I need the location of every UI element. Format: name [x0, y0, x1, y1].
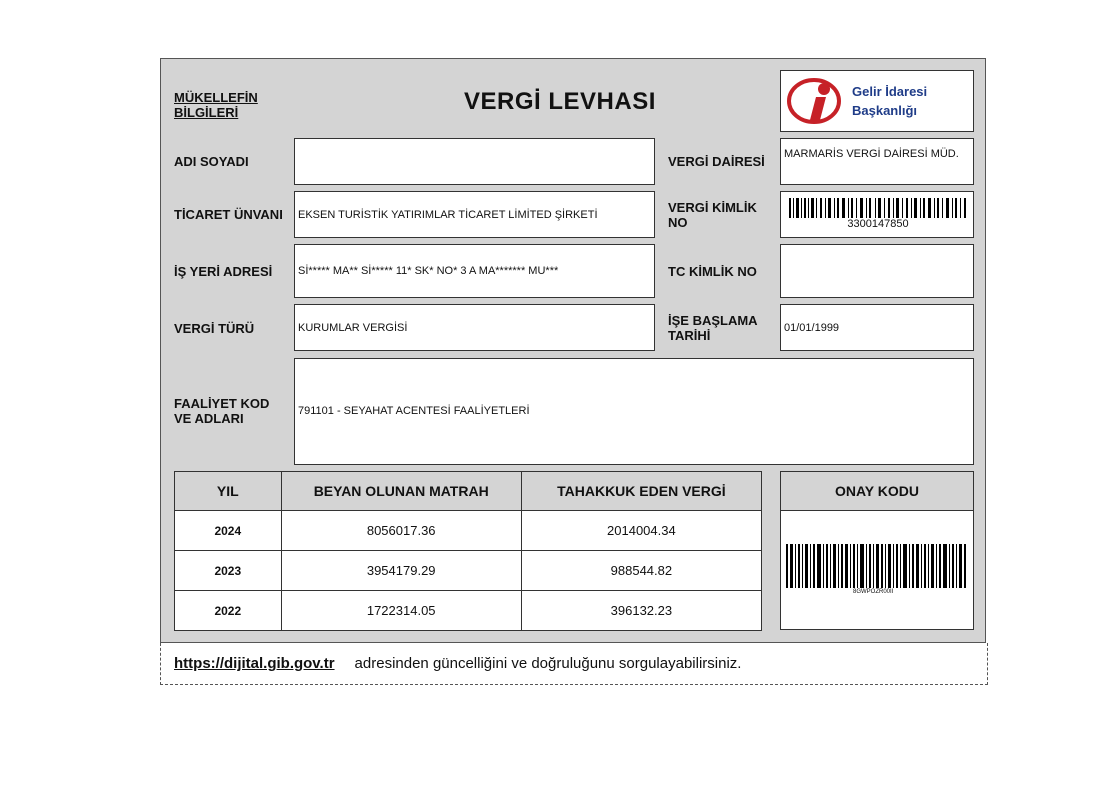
tax-history-table	[174, 471, 762, 631]
row-year: 2022	[175, 591, 282, 631]
start-date-value: 01/01/1999	[784, 322, 840, 334]
gib-logo	[780, 70, 974, 132]
table-row	[175, 551, 762, 591]
row-base: 8056017.36	[281, 511, 521, 551]
tax-type-value: KURUMLAR VERGİSİ	[298, 322, 408, 334]
trade-name-value: EKSEN TURİSTİK YATIRIMLAR TİCARET LİMİTED ŞİRKETİ	[298, 209, 598, 221]
footer	[160, 643, 988, 685]
trade-name-label: TİCARET ÜNVANI	[174, 207, 283, 222]
logo-line-1: Gelir İdaresi	[852, 84, 928, 99]
trade-name-field	[294, 191, 655, 238]
tax-office-label: VERGİ DAİRESİ	[668, 154, 765, 169]
tax-plate-panel	[160, 58, 986, 643]
section-label: MÜKELLEFİN BİLGİLERİ	[174, 90, 258, 120]
verification-link[interactable]: https://dijital.gib.gov.tr	[174, 655, 335, 672]
tax-type-field	[294, 304, 655, 351]
row-year: 2023	[175, 551, 282, 591]
row-base: 3954179.29	[281, 551, 521, 591]
row-tax: 2014004.34	[521, 511, 761, 551]
tc-id-label: TC KİMLİK NO	[668, 264, 757, 279]
approval-label: ONAY KODU	[781, 472, 974, 511]
logo-line-2: Başkanlığı	[852, 103, 918, 118]
address-field	[294, 244, 655, 298]
address-value: Sİ***** MA** Sİ***** 11* SK* NO* 3 A MA******* MU***	[298, 265, 559, 277]
name-field	[294, 138, 655, 185]
approval-barcode-cell	[781, 511, 974, 630]
start-date-label: İŞE BAŞLAMA TARİHİ	[668, 313, 758, 343]
gib-logo-icon	[786, 76, 844, 126]
footer-text: adresinden güncelliğini ve doğruluğunu sorgulayabilirsiniz.	[354, 655, 742, 672]
approval-code-value: 8GWPOZR00II	[853, 589, 894, 595]
header-year: YIL	[175, 472, 282, 511]
name-label: ADI SOYADI	[174, 154, 249, 169]
start-date-field	[780, 304, 974, 351]
tax-type-label: VERGİ TÜRÜ	[174, 321, 255, 336]
activity-value: 791101 - SEYAHAT ACENTESİ FAALİYETLERİ	[298, 405, 530, 417]
page-title: VERGİ LEVHASI	[464, 88, 656, 115]
tax-office-field	[780, 138, 974, 185]
tax-id-value: 3300147850	[847, 218, 909, 230]
row-tax: 988544.82	[521, 551, 761, 591]
row-year: 2024	[175, 511, 282, 551]
row-tax: 396132.23	[521, 591, 761, 631]
row-base: 1722314.05	[281, 591, 521, 631]
tax-id-label: VERGİ KİMLİK NO	[668, 200, 757, 230]
header-base: BEYAN OLUNAN MATRAH	[281, 472, 521, 511]
table-header-row	[175, 472, 762, 511]
tax-id-barcode	[789, 198, 967, 218]
activity-label: FAALİYET KOD VE ADLARI	[174, 396, 270, 426]
table-row	[175, 591, 762, 631]
approval-code-box	[780, 471, 974, 630]
gib-logo-text	[852, 82, 927, 120]
tax-office-value: MARMARİS VERGİ DAİRESİ MÜD.	[784, 148, 959, 160]
header-tax: TAHAKKUK EDEN VERGİ	[521, 472, 761, 511]
table-row	[175, 511, 762, 551]
address-label: İŞ YERİ ADRESİ	[174, 264, 273, 279]
tax-id-field	[780, 191, 974, 238]
approval-barcode	[786, 544, 968, 588]
tc-id-field	[780, 244, 974, 298]
activity-field	[294, 358, 974, 465]
